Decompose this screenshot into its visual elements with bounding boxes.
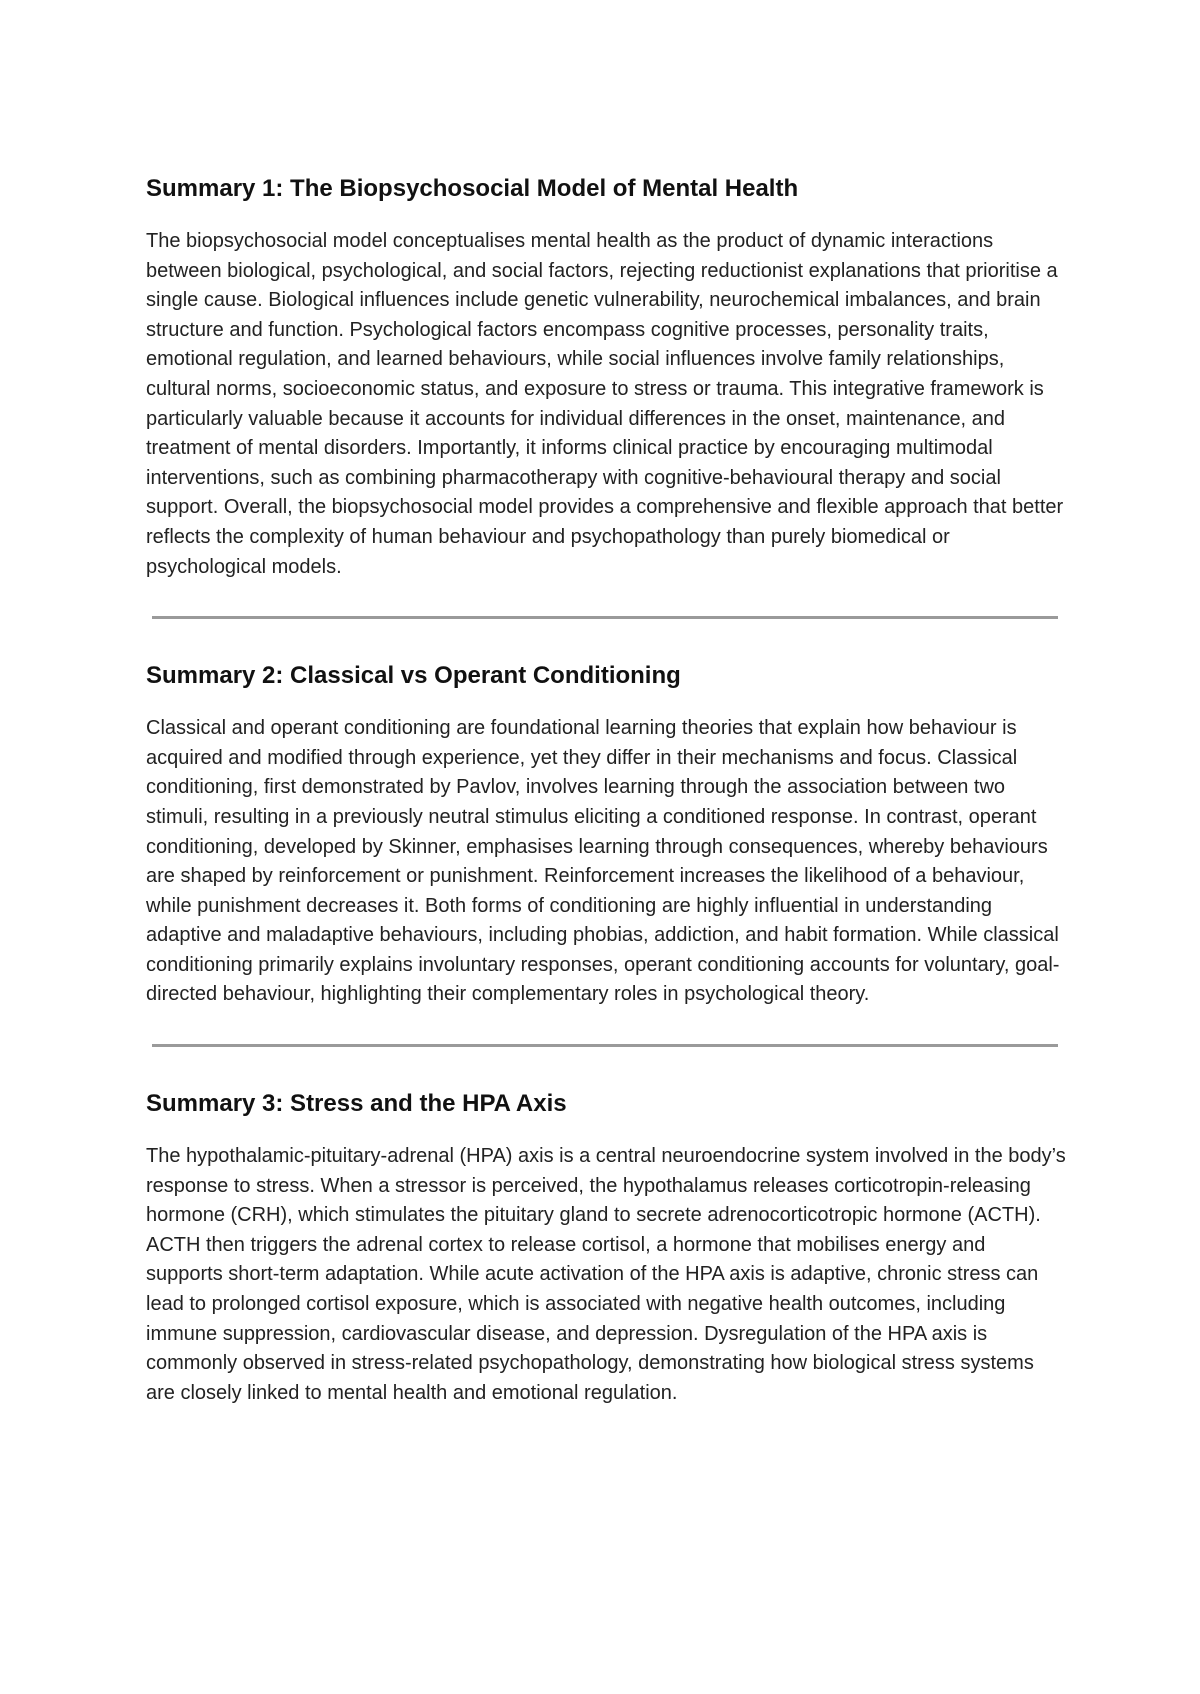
section-body: The biopsychosocial model conceptualises mental health as the product of dynamic interactions between biological, psychological, and social factors, rejecting reductionist explanations that prioritise a single cause. Biological influences include genetic vulnerability, neurochemical imbalances, and brain structure and function. Psychological factors encompass cognitive processes, personality traits, emotional regulation, and learned behaviours, while social influences involve family relationships, cultural norms, socioeconomic status, and exposure to stress or trauma. This integrative framework is particularly valuable because it accounts for individual differences in the onset, maintenance, and treatment of mental disorders. Importantly, it informs clinical practice by encouraging multimodal interventions, such as combining pharmacotherapy with cognitive-behavioural therapy and social support. Overall, the biopsychosocial model provides a comprehensive and flexible approach that better reflects the complexity of human behaviour and psychopathology than purely biomedical or psychological models. <box>146 230 1064 578</box>
document-content <box>146 174 1066 1408</box>
section-body: Classical and operant conditioning are foundational learning theories that explain how behaviour is acquired and modified through experience, yet they differ in their mechanisms and focus. Classical conditioning, first demonstrated by Pavlov, involves learning through the association between two stimuli, resulting in a previously neutral stimulus eliciting a conditioned response. In contrast, operant conditioning, developed by Skinner, emphasises learning through consequences, whereby behaviours are shaped by reinforcement or punishment. Reinforcement increases the likelihood of a behaviour, while punishment decreases it. Both forms of conditioning are highly influential in understanding adaptive and maladaptive behaviours, including phobias, addiction, and habit formation. While classical conditioning primarily explains involuntary responses, operant conditioning accounts for voluntary, goal-directed behaviour, highlighting their complementary roles in psychological theory. <box>146 717 1060 1006</box>
section-title: Summary 1: The Biopsychosocial Model of Mental Health <box>146 175 799 202</box>
section-title: Summary 3: Stress and the HPA Axis <box>146 1090 567 1118</box>
summary-section-1 <box>146 174 1066 582</box>
summary-section-3 <box>146 1089 1066 1408</box>
section-divider <box>152 1044 1058 1047</box>
section-body: The hypothalamic-pituitary-adrenal (HPA) axis is a central neuroendocrine system involved in the body’s response to stress. When a stressor is perceived, the hypothalamus releases corticotropin-releasing hormone (CRH), which stimulates the pituitary gland to secrete adrenocorticotropic hormone (ACTH). ACTH then triggers the adrenal cortex to release cortisol, a hormone that mobilises energy and supports short-term adaptation. While acute activation of the HPA axis is adaptive, chronic stress can lead to prolonged cortisol exposure, which is associated with negative health outcomes, including immune suppression, cardiovascular disease, and depression. Dysregulation of the HPA axis is commonly observed in stress-related psychopathology, demonstrating how biological stress systems are closely linked to mental health and emotional regulation. <box>146 1145 1066 1404</box>
section-divider <box>152 616 1058 619</box>
section-title: Summary 2: Classical vs Operant Conditioning <box>146 662 681 690</box>
summary-section-2 <box>146 661 1066 1010</box>
